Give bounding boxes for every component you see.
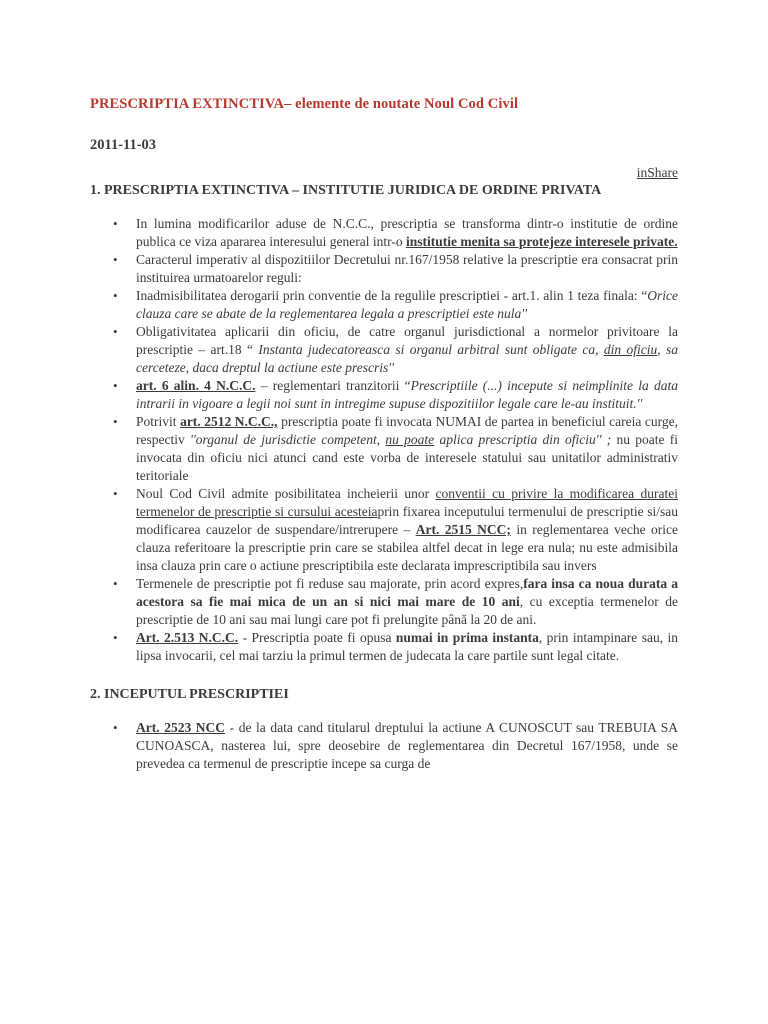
section-2-list	[90, 719, 678, 773]
section-1-list	[90, 215, 678, 665]
article-link[interactable]: Art. 2.513 N.C.C.	[136, 630, 239, 645]
item-text: Inadmisibilitatea derogarii prin conventie de la regulile prescriptiei - art.1. alin 1 teza finala: “	[136, 288, 648, 303]
item-quote: aplica prescriptia din oficiu'' ;	[434, 432, 612, 447]
item-text: , cu exceptia termenelor de prescriptie de 10 ani sau mai lungi care pot fi prelungite până la 20 de ani.	[136, 594, 678, 627]
item-quote: , sa cerceteze, daca dreptul la actiune este prescris''	[136, 342, 679, 375]
linkedin-share-link[interactable]: inShare	[636, 165, 678, 180]
article-link[interactable]: Art. 2515 NCC;	[415, 522, 511, 537]
item-quote: Orice clauza care se abate de la reglementarea legala a prescriptiei este nula''	[136, 288, 678, 321]
list-item	[136, 485, 678, 575]
item-text: prescriptia poate fi invocata NUMAI de partea in beneficiul careia curge, respectiv	[136, 414, 678, 447]
section-heading-1: 1. PRESCRIPTIA EXTINCTIVA – INSTITUTIE JURIDICA DE ORDINE PRIVATA	[90, 183, 602, 198]
item-text: - de la data cand titularul dreptului la actiune A CUNOSCUT sau TREBUIA SA CUNOASCA, nasterea lui, spre deosebire de reglementarea din Decretul 167/1958, unde se prevedea ca termenul de prescriptie incepe sa curga de	[136, 720, 678, 771]
list-item	[136, 323, 678, 377]
item-text: Termenele de prescriptie pot fi reduse sau majorate, prin acord expres,	[136, 576, 524, 591]
item-text: prin fixarea inceputului termenului de prescriptie si/sau modificarea cauzelor de suspendare/intrerupere –	[136, 504, 678, 537]
item-quote-underline: din oficiu	[603, 342, 658, 357]
list-item	[136, 377, 678, 413]
article-link[interactable]: art. 6 alin. 4 N.C.C.	[136, 378, 256, 393]
item-text: , prin intampinare sau, in lipsa invocarii, cel mai tarziu la primul termen de judecata la care partile sunt legal citate.	[136, 630, 678, 663]
item-text: nu poate fi invocata din oficiu nici atunci cand este vorba de interesele statului sau unitatilor administrativ teritoriale	[136, 432, 679, 483]
item-quote: Prescriptiile (...) incepute si neimplinite la data intrarii in vigoare a legii noi sunt in intregime supuse dispozitiilor legale care le-au instituit.''	[136, 378, 678, 411]
item-text: - Prescriptia poate fi opusa	[238, 630, 396, 645]
page-title: PRESCRIPTIA EXTINCTIVA– elemente de noutate Noul Cod Civil	[90, 96, 519, 112]
item-emphasis: institutie menita sa protejeze interesele private.	[405, 234, 678, 249]
list-item	[136, 287, 678, 323]
item-text: In lumina modificarilor aduse de N.C.C., prescriptia se transforma dintr-o institutie de ordine publica ce viza apararea interesului general intr-o	[136, 216, 678, 249]
list-item	[136, 719, 678, 773]
post-date: 2011-11-03	[90, 137, 157, 153]
item-quote: ''organul de jurisdictie competent,	[190, 432, 386, 447]
item-emphasis: fara insa ca noua durata a acestora sa fie mai mica de un an si nici mai mare de 10 ani	[136, 576, 678, 609]
item-text: – reglementari tranzitorii “	[255, 378, 411, 393]
list-item	[136, 413, 678, 485]
item-text: Obligativitatea aplicarii din oficiu, de catre organul jurisdictional a normelor privitoare la prescriptie – art.18 “	[136, 324, 678, 357]
list-item	[136, 629, 678, 665]
item-text: Potrivit	[136, 414, 181, 429]
list-item	[136, 575, 678, 629]
item-quote-underline: nu poate	[385, 432, 435, 447]
list-item	[136, 251, 678, 287]
list-item	[136, 215, 678, 251]
share-row	[90, 162, 678, 181]
item-text: in reglementarea veche orice clauza referitoare la prescriptie prin care se stabilea altfel decat in lege era nula; nu este admisibila insa clauza prin care o actiune prescriptibila este declarata imprescriptibila sau invers	[136, 522, 678, 573]
section-heading-2: 2. INCEPUTUL PRESCRIPTIEI	[90, 687, 289, 702]
item-emphasis: numai in prima instanta	[395, 630, 539, 645]
article-link[interactable]: Art. 2523 NCC	[136, 720, 226, 735]
item-text: Caracterul imperativ al dispozitiilor Decretului nr.167/1958 relative la prescriptie era consacrat prin instituirea urmatoarelor reguli:	[136, 252, 678, 285]
item-quote: Instanta judecatoreasca si organul arbitral sunt obligate ca,	[258, 342, 604, 357]
item-underline: conventii cu privire la modificarea duratei termenelor de prescriptie si cursului acesteia	[136, 486, 678, 519]
article-link[interactable]: art. 2512 N.C.C.,	[180, 414, 278, 429]
item-text: Noul Cod Civil admite posibilitatea incheierii unor	[136, 486, 436, 501]
